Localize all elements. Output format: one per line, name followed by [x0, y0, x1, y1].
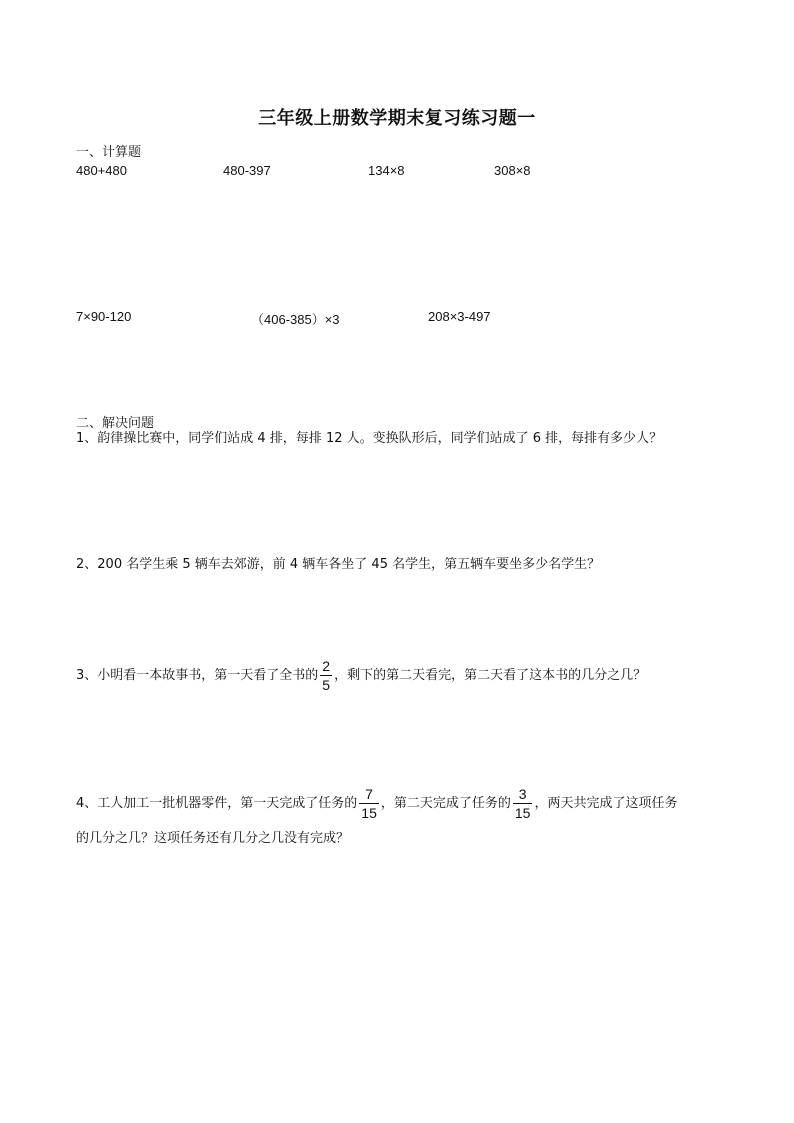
fraction-numerator: 7 — [359, 786, 379, 804]
question-4-text-part2: ，第二天完成了任务的 — [380, 796, 511, 811]
fraction — [320, 658, 332, 693]
fraction-numerator: 2 — [322, 658, 331, 674]
question-4-line-2: 的几分之几？这项任务还有几分之几没有完成？ — [76, 831, 350, 846]
calc-expression: （406-385）×3 — [251, 312, 340, 327]
question-4-text-part1: 4、工人加工一批机器零件，第一天完成了任务的 — [76, 796, 358, 811]
question-3-text-after: ，剩下的第二天看完，第二天看了这本书的几分之几？ — [334, 668, 647, 683]
calc-expression: 480+480 — [76, 163, 127, 178]
fraction — [359, 786, 379, 821]
fraction — [513, 786, 533, 821]
question-4-text-part3: ，两天共完成了这项任务 — [534, 796, 678, 811]
fraction-denominator: 5 — [322, 677, 331, 693]
fraction-denominator: 15 — [361, 805, 377, 821]
calc-expression: 7×90-120 — [76, 309, 132, 324]
section-calc-heading: 一、计算题 — [76, 145, 142, 160]
section-problems-heading: 二、解决问题 — [76, 416, 155, 431]
calc-expression: 134×8 — [368, 163, 405, 178]
calc-expression: 308×8 — [494, 163, 531, 178]
question-4 — [76, 786, 677, 821]
question-3-text-before: 3、小明看一本故事书，第一天看了全书的 — [76, 668, 319, 683]
calc-expression: 480-397 — [223, 163, 271, 178]
question-1: 1、韵律操比赛中，同学们站成 4 排，每排 12 人。变换队形后，同学们站成了 6 排，每排有多少人？ — [76, 431, 663, 446]
question-3 — [76, 658, 646, 693]
question-2: 2、200 名学生乘 5 辆车去郊游，前 4 辆车各坐了 45 名学生，第五辆车要坐多少名学生？ — [76, 557, 601, 572]
fraction-denominator: 15 — [514, 805, 531, 821]
calc-expression: 208×3-497 — [428, 309, 491, 324]
page-title: 三年级上册数学期末复习练习题一 — [258, 108, 536, 129]
fraction-numerator: 3 — [513, 786, 533, 804]
